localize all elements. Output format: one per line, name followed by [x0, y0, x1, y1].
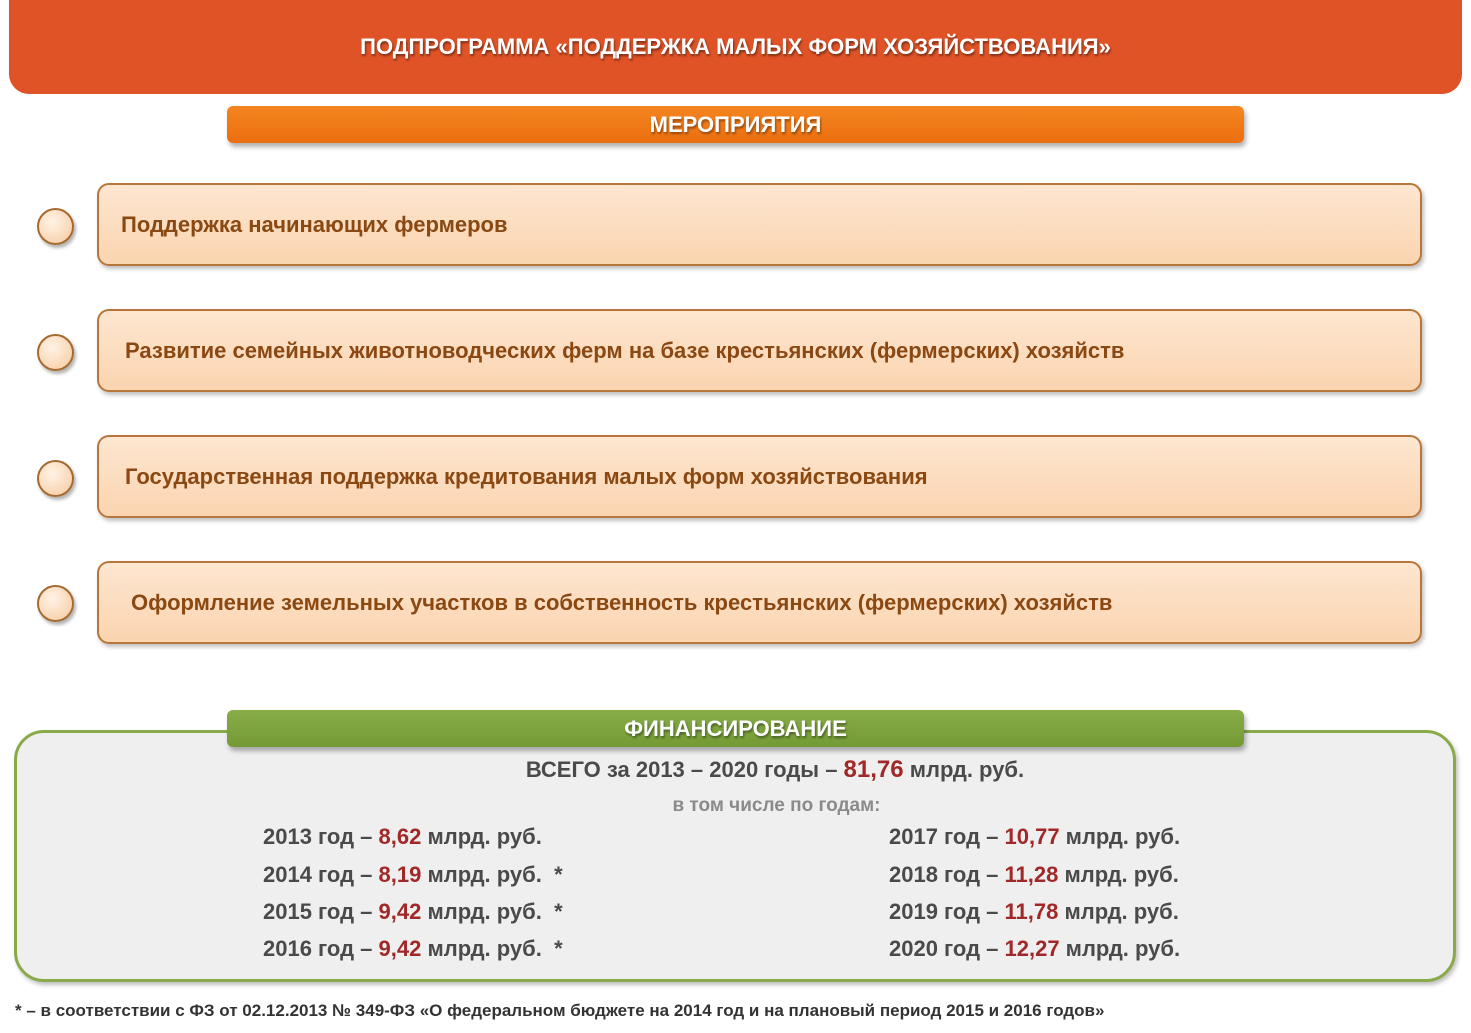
year-note: * — [541, 862, 563, 887]
financing-heading: ФИНАНСИРОВАНИЕ — [227, 710, 1244, 747]
year-funding-row — [889, 862, 1179, 888]
year-unit: млрд. руб. — [421, 824, 542, 849]
year-value: 10,77 — [1004, 824, 1060, 849]
measure-item: Оформление земельных участков в собственность крестьянских (фермерских) хозяйств — [97, 561, 1422, 644]
year-note: * — [541, 899, 563, 924]
bullet-circle-icon — [37, 334, 74, 371]
footnote: * – в соответствии с ФЗ от 02.12.2013 № 349-ФЗ «О федеральном бюджете на 2014 год и на плановый период 2015 и 2016 годов» — [15, 1001, 1105, 1020]
year-year: 2017 год – — [889, 824, 1005, 849]
bullet-circle-icon — [37, 460, 74, 497]
year-value: 11,28 — [1004, 862, 1059, 887]
measure-item: Поддержка начинающих фермеров — [97, 183, 1422, 266]
year-unit: млрд. руб. — [1059, 936, 1181, 961]
year-value: 11,78 — [1004, 899, 1059, 924]
year-year: 2014 год – — [263, 862, 379, 887]
year-value: 8,19 — [378, 862, 422, 887]
year-funding-row — [889, 936, 1180, 962]
year-year: 2018 год – — [889, 862, 1005, 887]
year-value: 9,42 — [378, 936, 422, 961]
measure-item: Государственная поддержка кредитования малых форм хозяйствования — [97, 435, 1422, 518]
year-value: 8,62 — [378, 824, 422, 849]
year-unit: млрд. руб. — [1058, 899, 1179, 924]
year-unit: млрд. руб. — [421, 936, 542, 961]
measure-item: Развитие семейных животноводческих ферм на базе крестьянских (фермерских) хозяйств — [97, 309, 1422, 392]
financing-total: ВСЕГО за 2013 – 2020 годы – 81,76 млрд. руб. — [525, 756, 1025, 783]
year-year: 2020 год – — [889, 936, 1005, 961]
year-funding-row — [263, 862, 563, 888]
year-note: * — [541, 936, 563, 961]
year-funding-row — [889, 899, 1179, 925]
year-unit: млрд. руб. — [1059, 824, 1181, 849]
financing-subtitle: в том числе по годам: — [672, 795, 881, 816]
year-unit: млрд. руб. — [421, 899, 542, 924]
year-value: 12,27 — [1004, 936, 1060, 961]
measures-heading: МЕРОПРИЯТИЯ — [227, 106, 1244, 143]
year-funding-row — [889, 824, 1180, 850]
year-year: 2019 год – — [889, 899, 1005, 924]
year-funding-row — [263, 899, 563, 925]
year-value: 9,42 — [378, 899, 422, 924]
year-year: 2015 год – — [263, 899, 379, 924]
year-year: 2016 год – — [263, 936, 379, 961]
page-title: ПОДПРОГРАММА «ПОДДЕРЖКА МАЛЫХ ФОРМ ХОЗЯЙСТВОВАНИЯ» — [9, 0, 1462, 94]
year-funding-row — [263, 824, 542, 850]
year-unit: млрд. руб. — [1058, 862, 1179, 887]
year-year: 2013 год – — [263, 824, 379, 849]
bullet-circle-icon — [37, 208, 74, 245]
bullet-circle-icon — [37, 585, 74, 622]
year-unit: млрд. руб. — [421, 862, 542, 887]
year-funding-row — [263, 936, 563, 962]
